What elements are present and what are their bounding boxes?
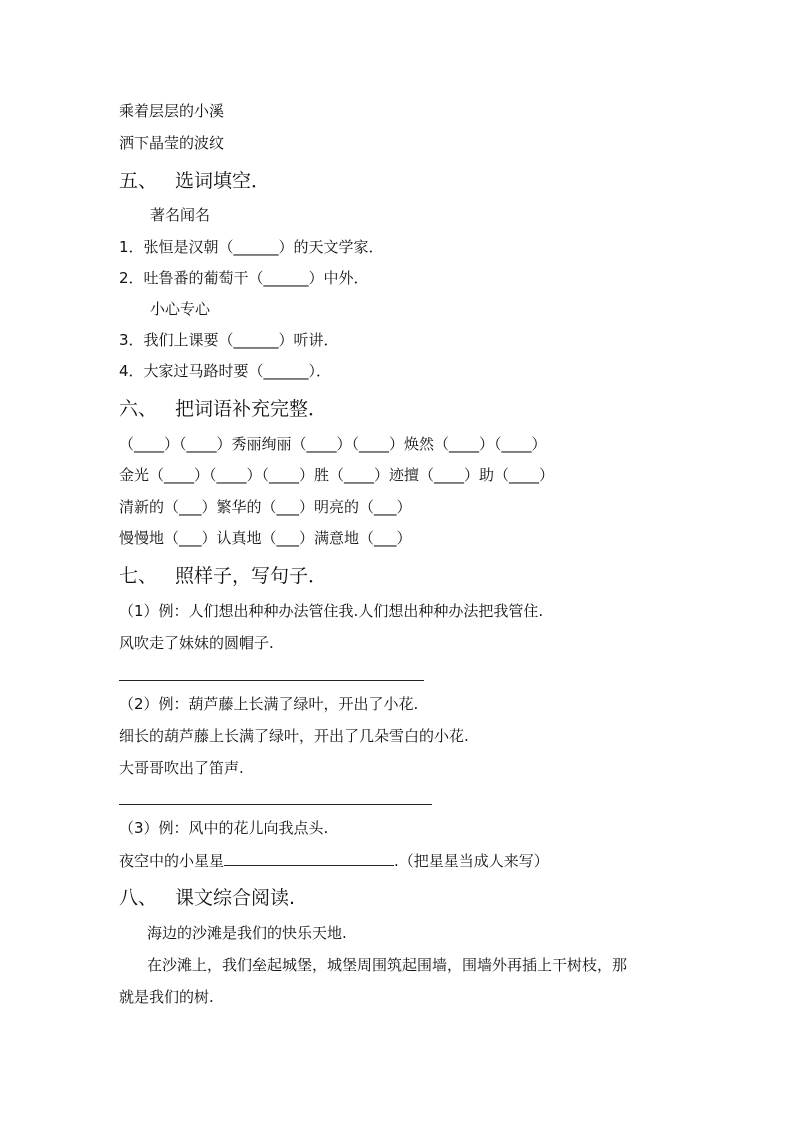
answer-line-1[interactable] (119, 680, 424, 681)
example-3: （3）例：风中的花儿向我点头. (119, 819, 329, 837)
section-6-number: 六、 (119, 398, 158, 420)
section-7-heading (119, 564, 327, 588)
fill-row-4: 慢慢地（___）认真地（___）满意地（___） (119, 529, 412, 547)
task-3 (119, 850, 549, 871)
question-2: 2．吐鲁番的葡萄干（______）中外． (119, 269, 369, 287)
section-8-title: 课文综合阅读. (175, 887, 296, 909)
fill-row-1: （____）（____）秀丽绚丽（____）（____）焕然（____）（____） (119, 435, 547, 453)
reading-paragraph-2-line-1: 在沙滩上，我们垒起城堡，城堡周围筑起围墙，围墙外再插上干树枝，那 (147, 956, 628, 974)
question-4: 4．大家过马路时要（______）． (119, 362, 332, 380)
section-6-heading (119, 397, 327, 421)
poem-line-1: 乘着层层的小溪 (119, 102, 225, 120)
fill-row-2: 金光（____）（____）（____）胜（____）迹擅（____）助（____） (119, 466, 555, 484)
question-3: 3．我们上课要（______）听讲． (119, 331, 339, 349)
task-1: 风吹走了妹妹的圆帽子. (119, 634, 274, 652)
fill-row-3: 清新的（___）繁华的（___）明亮的（___） (119, 498, 412, 516)
word-bank-1: 著名闻名 (150, 206, 211, 224)
task-2: 大哥哥吹出了笛声. (119, 759, 244, 777)
example-2: （2）例：葫芦藤上长满了绿叶，开出了小花. (119, 695, 419, 713)
section-5-title: 选词填空． (175, 170, 271, 192)
reading-paragraph-2-line-2: 就是我们的树. (119, 988, 214, 1006)
task-3-prefix: 夜空中的小星星 (119, 852, 225, 870)
section-8-number: 八、 (119, 887, 158, 909)
word-bank-2: 小心专心 (150, 300, 211, 318)
section-7-title: 照样子，写句子． (175, 565, 328, 587)
poem-line-2: 洒下晶莹的波纹 (119, 134, 225, 152)
section-6-title: 把词语补充完整． (175, 398, 328, 420)
question-1: 1．张恒是汉朝（______）的天文学家． (119, 238, 384, 256)
example-1: （1）例：人们想出种种办法管住我.人们想出种种办法把我管住. (119, 602, 544, 620)
example-2-model: 细长的葫芦藤上长满了绿叶，开出了几朵雪白的小花. (119, 727, 469, 745)
section-7-number: 七、 (119, 565, 158, 587)
section-8-heading (119, 886, 295, 910)
reading-paragraph-1: 海边的沙滩是我们的快乐天地. (147, 924, 347, 942)
answer-blank-3[interactable] (224, 850, 394, 866)
section-5-heading (119, 169, 270, 193)
answer-line-2[interactable] (119, 804, 432, 805)
section-5-number: 五、 (119, 170, 158, 192)
task-3-suffix: .（把星星当成人来写） (394, 852, 549, 870)
